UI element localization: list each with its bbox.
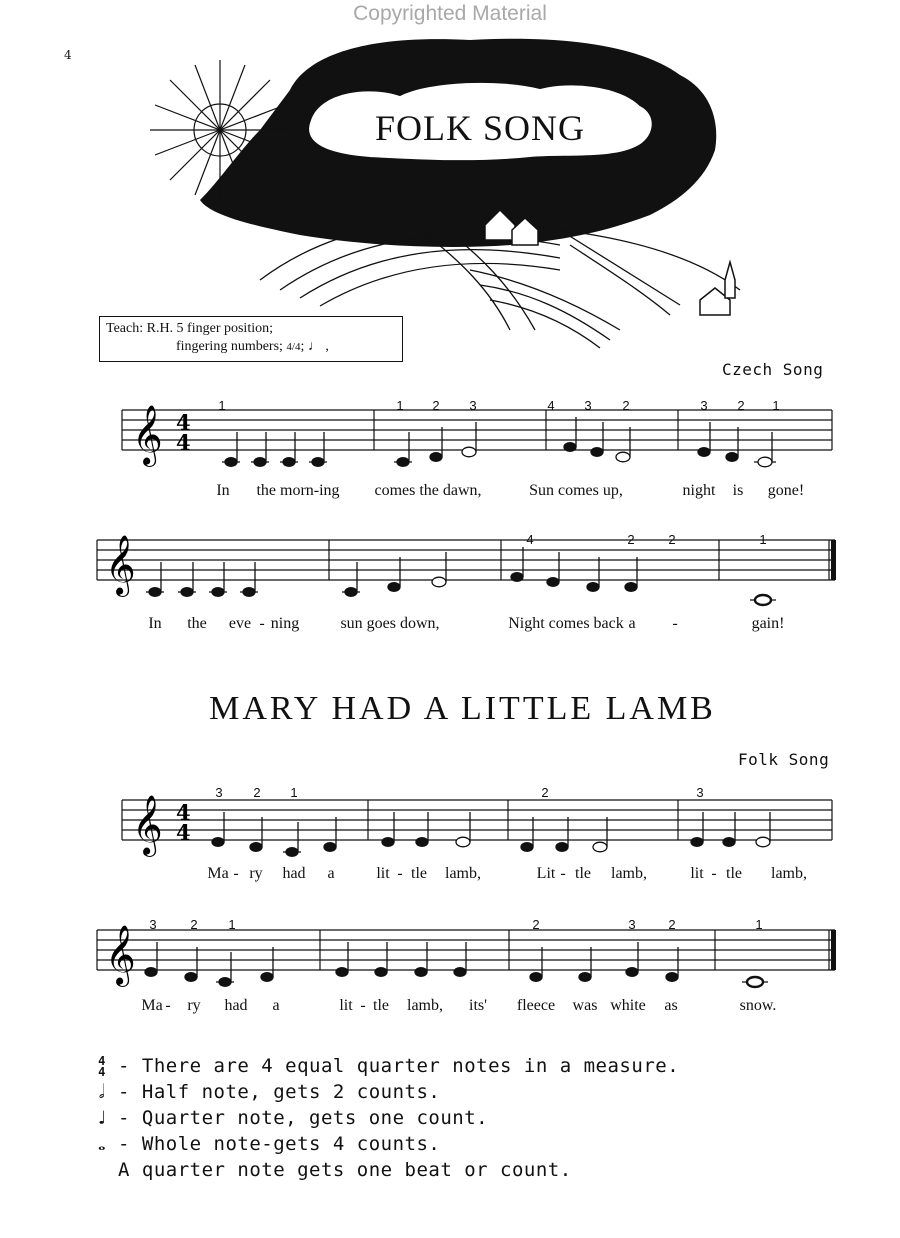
quarter-note-icon: ♩ [96, 1107, 108, 1129]
treble-clef-icon: 𝄞 [105, 925, 136, 985]
fingering: 2 [668, 917, 676, 932]
sun-icon [150, 60, 290, 200]
fingering: 3 [696, 785, 704, 800]
fingering: 2 [541, 785, 549, 800]
lyric: tle [726, 865, 742, 882]
lyric: lit [690, 865, 704, 882]
notes-system-3 [212, 812, 770, 856]
fingering: 2 [668, 532, 676, 547]
lyric: Lit [536, 865, 556, 882]
watermark: Copyrighted Material [353, 2, 547, 25]
fingering: 2 [190, 917, 198, 932]
lyric: lamb, [611, 865, 647, 882]
treble-clef-icon: 𝄞 [105, 535, 136, 595]
lyric: ning [270, 615, 300, 632]
fingering: 3 [469, 398, 477, 413]
song2-credit: Folk Song [738, 750, 830, 769]
fingering: 2 [627, 532, 635, 547]
time-sig-bottom: 4 [176, 820, 191, 845]
lyric: tle [411, 865, 427, 882]
treble-clef-icon: 𝄞 [132, 405, 163, 465]
lyric: - [672, 615, 678, 632]
staff-system-2 [95, 520, 840, 620]
time-signature-icon: 4 4 [98, 1053, 106, 1079]
legend-half-note: 𝅗𝅥 - Half note, gets 2 counts. [86, 1081, 440, 1103]
song2-title: MARY HAD A LITTLE LAMB [209, 690, 716, 727]
lyric: tle [373, 997, 389, 1014]
lyric: Ma [141, 997, 163, 1014]
page-number: 4 [64, 48, 72, 62]
fingering: 4 [547, 398, 555, 413]
time-sig-top: 4 [176, 410, 191, 435]
notes-system-4 [145, 942, 768, 987]
half-note-icon: 𝅗𝅥 [98, 1081, 106, 1103]
fingering: 3 [215, 785, 223, 800]
lyric: snow. [739, 997, 777, 1014]
lyric: ry [187, 997, 201, 1014]
lyric: as [664, 997, 678, 1014]
song1-title: FOLK SONG [374, 108, 586, 148]
staff-system-4 [95, 910, 840, 1010]
lyric: - [397, 865, 403, 882]
fingering: 3 [628, 917, 636, 932]
lyric: - [259, 615, 265, 632]
lyric: sun goes down, [340, 615, 440, 632]
lyric: lamb, [445, 865, 481, 882]
fingering: 3 [584, 398, 592, 413]
notes-system-2 [146, 547, 776, 605]
lyric: a [628, 615, 636, 632]
lyric: had [282, 865, 306, 882]
lyric: eve [228, 615, 252, 632]
lyric: gone! [767, 482, 805, 499]
lyric: white [610, 997, 646, 1014]
teach-line-1: Teach: R.H. 5 finger position; [106, 321, 273, 336]
lyric: - [560, 865, 566, 882]
lyric: tle [575, 865, 591, 882]
lyric: lamb, [771, 865, 807, 882]
lyric: - [360, 997, 366, 1014]
fingering: 1 [759, 532, 767, 547]
fingering: 1 [228, 917, 236, 932]
legend-note: A quarter note gets one beat or count. [118, 1159, 572, 1181]
lyric: lit [376, 865, 390, 882]
lyric: night [682, 482, 716, 499]
fingering: 1 [772, 398, 780, 413]
fingering: 2 [622, 398, 630, 413]
whole-note-icon: 𝅝 [97, 1133, 107, 1155]
lyric: a [327, 865, 335, 882]
lyric: Sun comes up, [529, 482, 623, 499]
lyric: had [224, 997, 248, 1014]
legend-whole-note: 𝅝 - Whole note-gets 4 counts. [86, 1133, 440, 1155]
teach-box [99, 316, 403, 362]
lyric: - [233, 865, 239, 882]
lyric: Night comes back [508, 615, 624, 632]
lyric: a [272, 997, 280, 1014]
fingering: 1 [290, 785, 298, 800]
lyric: fleece [516, 997, 556, 1014]
lyric: was [572, 997, 598, 1014]
lyric: lit [339, 997, 353, 1014]
teach-line-2: fingering numbers; 4/4; ♩ , [176, 339, 329, 354]
lyric: the [187, 615, 207, 632]
fingering: 2 [432, 398, 440, 413]
fingering: 4 [526, 532, 534, 547]
notes-system-1 [222, 417, 776, 467]
time-sig-top: 4 [176, 800, 191, 825]
lyric: - [711, 865, 717, 882]
time-sig-bottom: 4 [176, 430, 191, 455]
lyric: Ma [207, 865, 229, 882]
lyric: ry [249, 865, 263, 882]
fingering: 1 [755, 917, 763, 932]
fingering: 1 [396, 398, 404, 413]
lyric: the morn-ing [256, 482, 340, 499]
lyric: - [165, 997, 171, 1014]
fingering: 3 [700, 398, 708, 413]
legend-time-signature: 4 4 - There are 4 equal quarter notes in a measure. [86, 1055, 679, 1078]
fingering: 3 [149, 917, 157, 932]
treble-clef-icon: 𝄞 [132, 795, 163, 855]
lyric: In [148, 615, 162, 632]
song1-credit: Czech Song [722, 360, 824, 379]
fingering: 2 [737, 398, 745, 413]
fingering: 2 [253, 785, 261, 800]
lyric: lamb, [407, 997, 443, 1014]
fingering: 2 [532, 917, 540, 932]
lyric: gain! [751, 615, 785, 632]
staff-system-1 [120, 390, 840, 490]
lyric: its' [469, 997, 487, 1014]
lyric: In [216, 482, 230, 499]
lyric: is [732, 482, 744, 499]
fingering: 1 [218, 398, 226, 413]
legend-quarter-note: ♩ - Quarter note, gets one count. [86, 1107, 488, 1129]
folk-song-illustration [140, 30, 760, 350]
lyric: comes the dawn, [374, 482, 482, 499]
